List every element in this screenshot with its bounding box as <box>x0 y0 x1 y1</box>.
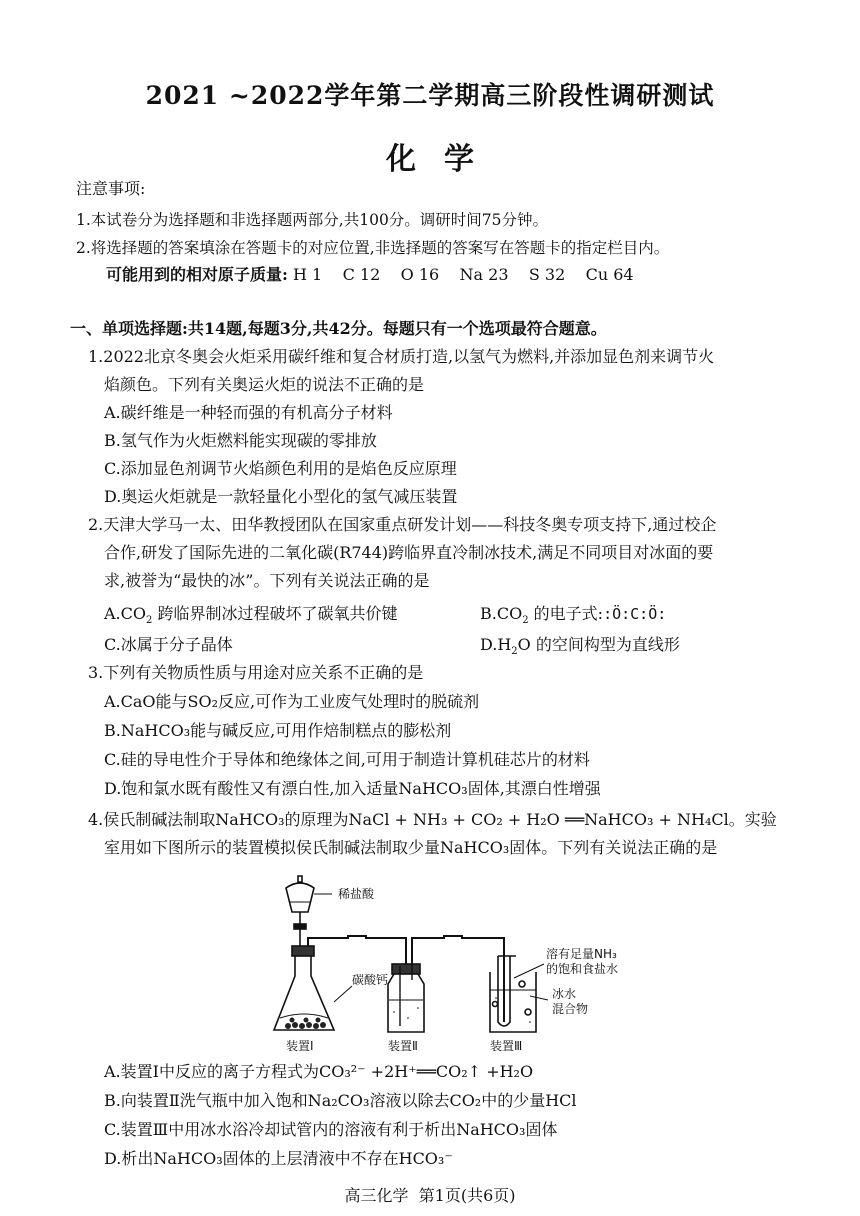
exam-title: 2021 ~2022学年第二学期高三阶段性调研测试 <box>145 81 715 110</box>
q1-option-c: C.添加显色剂调节火焰颜色利用的是焰色反应原理 <box>104 459 457 478</box>
q4-option-c: C.装置Ⅲ中用冰水浴冷却试管内的溶液有利于析出NaHCO₃固体 <box>104 1120 558 1139</box>
q3-option-b: B.NaHCO₃能与碱反应,可用作焙制糕点的膨松剂 <box>104 721 452 740</box>
q4-option-a: A.装置Ⅰ中反应的离子方程式为CO₃²⁻ +2H⁺══CO₂↑ +H₂O <box>104 1062 534 1081</box>
q2-stem-line1: 2.天津大学马一太、田华教授团队在国家重点研发计划——科技冬奥专项支持下,通过校企 <box>88 515 717 534</box>
label-brine-2: 的饱和食盐水 <box>546 962 619 976</box>
atomic-masses-values: H 1 C 12 O 16 Na 23 S 32 Cu 64 <box>293 265 634 284</box>
notice-item-1: 1.本试卷分为选择题和非选择题两部分,共100分。调研时间75分钟。 <box>76 211 549 229</box>
label-ice-1: 冰水 <box>552 987 577 1001</box>
q2-option-b: $B.CO_2$ 的电子式::Ö:C:Ö: <box>480 604 667 627</box>
q1-option-a: A.碳纤维是一种轻而强的有机高分子材料 <box>104 403 393 422</box>
q3-option-c: C.硅的导电性介于导体和绝缘体之间,可用于制造计算机硅芯片的材料 <box>104 750 590 769</box>
notice-item-2: 2.将选择题的答案填涂在答题卡的对应位置,非选择题的答案写在答题卡的指定栏目内。 <box>76 239 670 257</box>
section1-heading: 一、单项选择题:共14题,每题3分,共42分。每题只有一个选项最符合题意。 <box>70 319 607 338</box>
label-carbonate: 碳酸钙 <box>352 973 389 987</box>
q1-stem-line1: 1.2022北京冬奥会火炬采用碳纤维和复合材质打造,以氢气为燃料,并添加显色剂来调节火 <box>88 347 715 366</box>
q4-option-b: B.向装置Ⅱ洗气瓶中加入饱和Na₂CO₃溶液以除去CO₂中的少量HCl <box>104 1091 577 1110</box>
atomic-masses <box>106 264 634 286</box>
wash-bottle-2 <box>388 974 424 1032</box>
separatory-funnel <box>286 883 314 912</box>
q1-option-b: B.氢气作为火炬燃料能实现碳的零排放 <box>104 431 377 450</box>
label-device-3: 装置Ⅲ <box>490 1039 523 1053</box>
q2-stem-line3: 求,被誉为“最快的冰”。下列有关说法正确的是 <box>104 571 430 590</box>
atomic-masses-label: 可能用到的相对原子质量: <box>106 265 288 284</box>
label-ice-2: 混合物 <box>552 1002 589 1016</box>
label-device-1: 装置Ⅰ <box>286 1039 314 1053</box>
q3-option-a: A.CaO能与SO₂反应,可作为工业废气处理时的脱硫剂 <box>104 692 480 711</box>
q1-stem-line2: 焰颜色。下列有关奥运火炬的说法不正确的是 <box>104 375 425 394</box>
q3-stem: 3.下列有关物质性质与用途对应关系不正确的是 <box>88 663 424 682</box>
apparatus-diagram <box>268 872 668 1058</box>
q4-option-d: D.析出NaHCO₃固体的上层清液中不存在HCO₃⁻ <box>104 1149 453 1168</box>
q3-option-d: D.饱和氯水既有酸性又有漂白性,加入适量NaHCO₃固体,其漂白性增强 <box>104 779 601 798</box>
q4-stem-line1: 4.侯氏制碱法制取NaHCO₃的原理为NaCl + NH₃ + CO₂ + H₂O ══NaHCO₃ + NH₄Cl。实验 <box>88 810 777 829</box>
q4-stem-line2: 室用如下图所示的装置模拟侯氏制碱法制取少量NaHCO₃固体。下列有关说法正确的是 <box>104 838 718 857</box>
label-acid: 稀盐酸 <box>338 887 375 901</box>
q2-option-d: $D.H_2O$ 的空间构型为直线形 <box>480 635 680 658</box>
notice-heading: 注意事项: <box>76 179 146 198</box>
q2-option-a: $A.CO_2$ 跨临界制冰过程破坏了碳氧共价键 <box>104 604 398 627</box>
label-brine-1: 溶有足量NH₃ <box>546 947 617 961</box>
funnel-stopper <box>298 876 302 882</box>
label-device-2: 装置Ⅱ <box>388 1039 418 1053</box>
q2-option-c: C.冰属于分子晶体 <box>104 635 233 654</box>
subject-title: 化学 <box>386 142 502 177</box>
page-footer: 高三化学 第1页(共6页) <box>344 1186 516 1205</box>
q1-option-d: D.奥运火炬就是一款轻量化小型化的氢气减压装置 <box>104 487 458 506</box>
co2-electron-formula: :Ö:C:Ö: <box>603 605 667 623</box>
q2-stem-line2: 合作,研发了国际先进的二氧化碳(R744)跨临界直冷制冰技术,满足不同项目对冰面的要 <box>104 543 714 562</box>
